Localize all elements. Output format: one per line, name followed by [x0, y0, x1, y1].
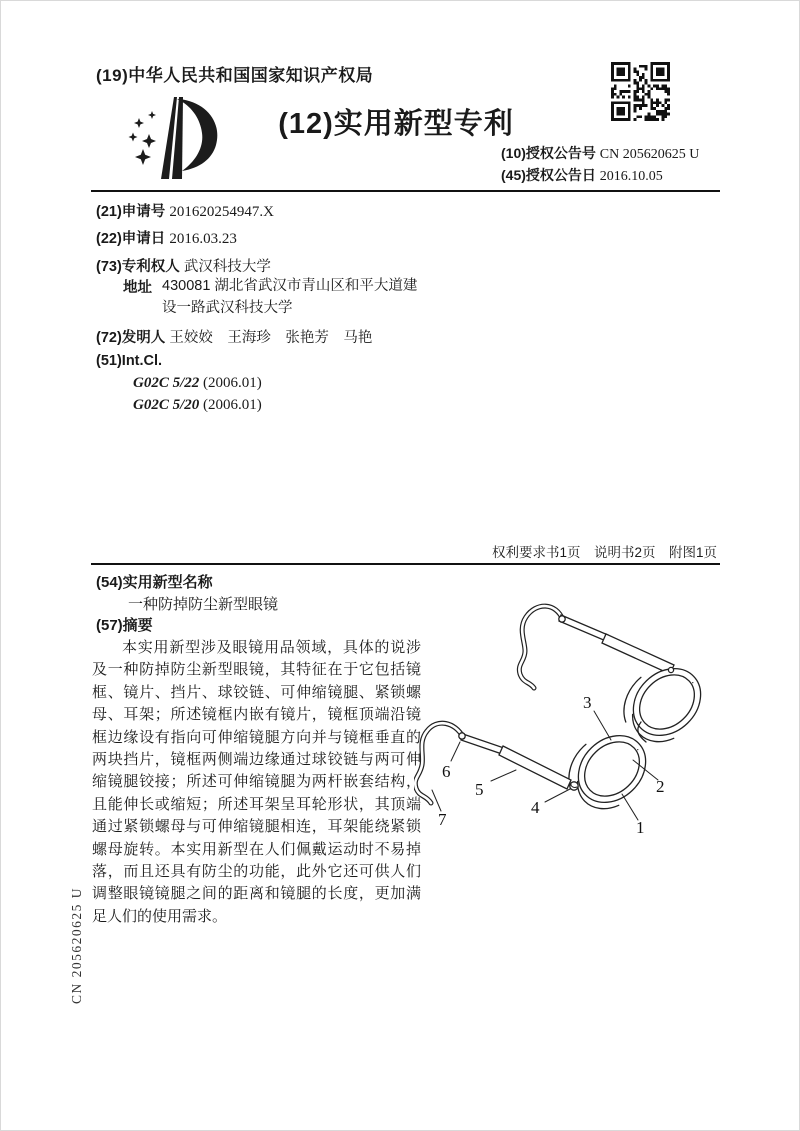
figure-label-7: 7: [438, 810, 447, 829]
figure-label-4: 4: [531, 798, 540, 817]
address-value: 430081 湖北省武汉市青山区和平大道建设一路武汉科技大学: [162, 278, 418, 316]
application-number-value: 201620254947.X: [169, 204, 274, 220]
abstract-text: 本实用新型涉及眼镜用品领域，具体的说涉及一种防掉防尘新型眼镜，其特征在于它包括镜框、镜片、挡片、球铰链、可伸缩镜腿、紧锁螺母、耳架；所述镜框内嵌有镜片，镜框顶端沿镜框边缘设有指向可伸缩镜腿方向并与镜框垂直的两块挡片，镜框两侧端边缘通过球铰链与两可伸缩镜腿铰接；所述可伸缩镜腿为两杆嵌套结构，且能伸长或缩短；所述耳架呈耳轮形状，其顶端通过紧锁螺母与可伸缩镜腿相连，耳架能绕紧锁螺母旋转。本实用新型在人们佩戴运动时不易掉落，而且还具有防尘的功能，此外它还可供人们调整眼镜镜腿之间的距离和镜腿的长度，更加满足人们的使用需求。: [92, 639, 421, 925]
side-document-number: CN 205620625 U: [69, 886, 84, 1004]
intcl-version: (2006.01): [203, 397, 262, 413]
address-row: [123, 276, 420, 319]
issuing-office: (19)中华人民共和国国家知识产权局: [96, 66, 374, 85]
publication-date-value: 2016.10.05: [599, 169, 663, 184]
title-section-label: (54)实用新型名称: [96, 574, 213, 591]
application-date-value: 2016.03.23: [169, 231, 237, 247]
figure-label-2: 2: [656, 777, 665, 796]
application-number-row: [96, 200, 274, 221]
intcl-entry: [133, 375, 262, 392]
invention-title: 一种防掉防尘新型眼镜: [128, 596, 279, 613]
publication-block: [501, 143, 699, 187]
intcl-version: (2006.01): [203, 375, 262, 391]
publication-date-label: (45)授权公告日: [501, 167, 596, 183]
patentee-value: 武汉科技大学: [183, 259, 271, 275]
header-divider: [91, 190, 720, 192]
abstract-section-label: (57)摘要: [96, 617, 153, 634]
figure-label-5: 5: [475, 780, 484, 799]
figure-label-6: 6: [442, 762, 451, 781]
patent-figure: [414, 584, 771, 884]
publication-number-value: CN 205620625 U: [599, 147, 700, 162]
patentee-label: (73)专利权人: [96, 259, 180, 275]
inventors-label: (72)发明人: [96, 330, 166, 346]
application-number-label: (21)申请号: [96, 204, 166, 220]
intcl-code: G02C 5/20: [133, 397, 200, 413]
document-type-title: (12)实用新型专利: [278, 108, 514, 140]
figure-label-1: 1: [636, 818, 645, 837]
patentee-row: [96, 255, 271, 276]
application-date-label: (22)申请日: [96, 231, 166, 247]
figure-label-3: 3: [583, 693, 592, 712]
intcl-code: G02C 5/22: [133, 375, 200, 391]
intcl-entry: [133, 397, 262, 414]
inventors-row: [96, 326, 372, 347]
address-label: 地址: [123, 280, 152, 296]
intcl-label: (51)Int.Cl.: [96, 353, 163, 369]
publication-date-row: [501, 165, 699, 187]
pages-summary: 权利要求书1页 说明书2页 附图1页: [491, 545, 717, 560]
sipo-logo-icon: [119, 93, 239, 188]
application-date-row: [96, 227, 237, 248]
publication-number-label: (10)授权公告号: [501, 145, 596, 161]
inventors-value: 王姣姣 王海珍 张艳芳 马艳: [169, 330, 373, 346]
publication-number-row: [501, 143, 699, 165]
qr-code-icon: [610, 62, 671, 121]
section-divider: [91, 563, 720, 565]
intcl-row: [96, 353, 162, 369]
